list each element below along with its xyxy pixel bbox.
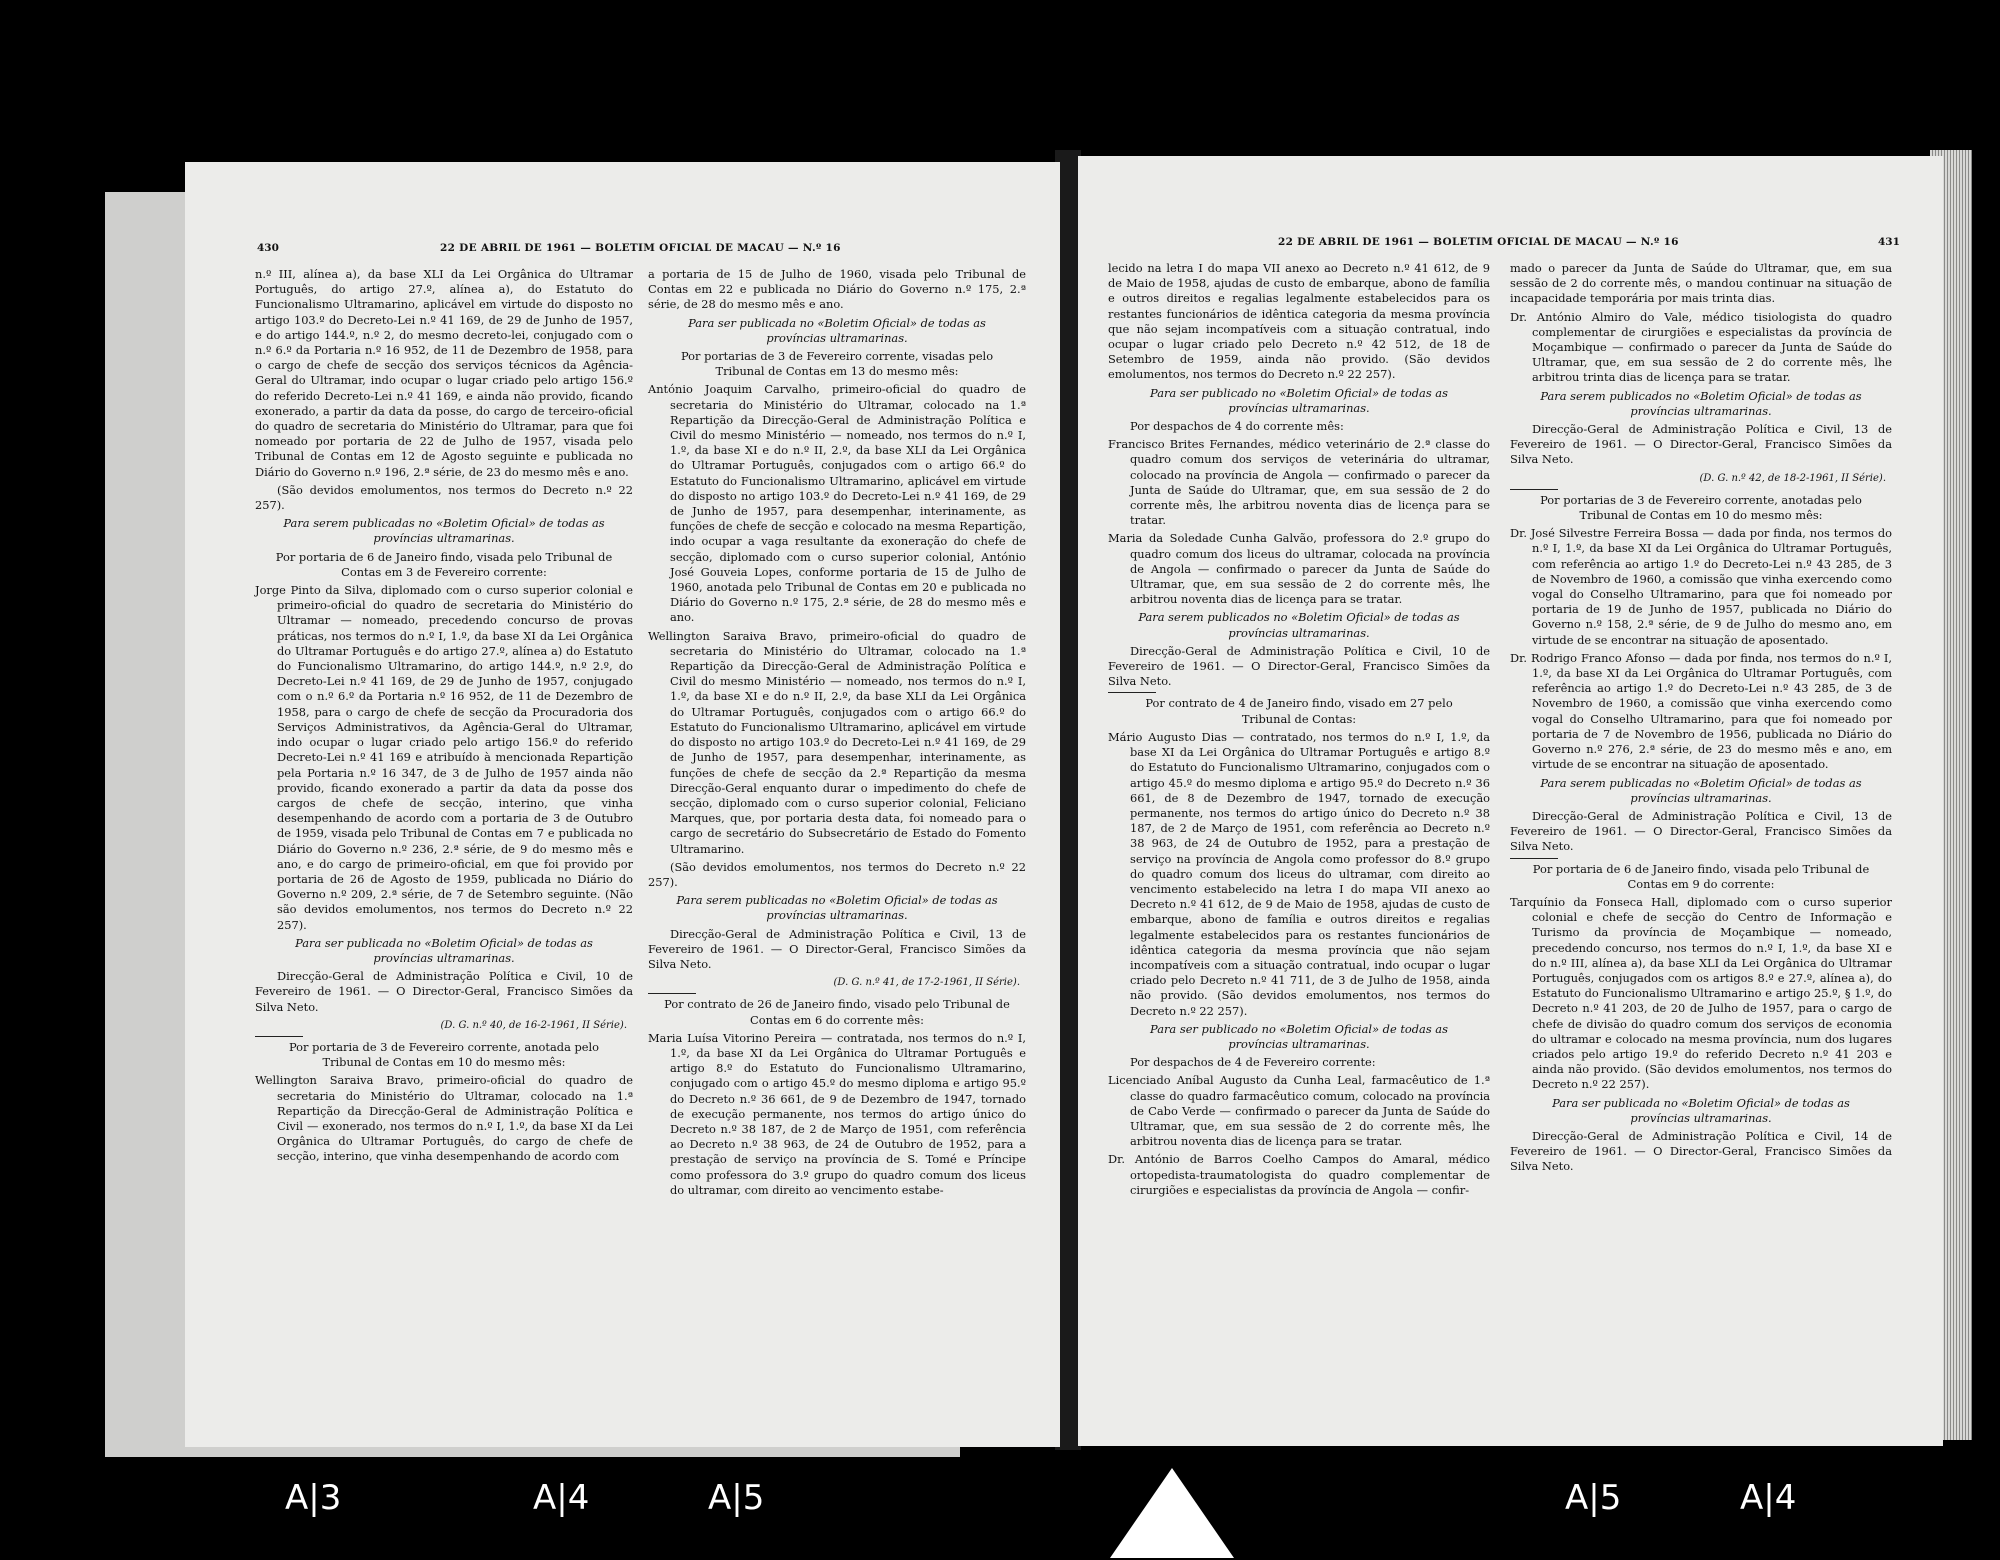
- paragraph: Por contrato de 4 de Janeiro findo, visado em 27 pelo Tribunal de Contas:: [1145, 696, 1453, 726]
- paragraph: Direcção-Geral de Administração Política e Civil, 10 de Fevereiro de 1961. — O Director-Geral, Francisco Simões da Silva Neto.: [255, 969, 633, 1014]
- paragraph: Direcção-Geral de Administração Política e Civil, 14 de Fevereiro de 1961. — O Director-Geral, Francisco Simões da Silva Neto.: [1510, 1128, 1892, 1174]
- paragraph: n.º III, alínea a), da base XLI da Lei Orgânica do Ultramar Português, do artigo 27.º, alínea a), do Estatuto do Funcionalismo Ultramarino, aplicável em virtude do disposto no artigo 103.º do Decreto-Lei n.º 41 169, de 29 de Junho de 1957, e do artigo 144.º, n.º 2, do mesmo decreto-lei, conjugado com o n.º 6.º da Portaria n.º 16 952, de 11 de Dezembro de 1958, para o cargo de chefe de secção dos serviços técnicos da Agência-Geral do Ultramar, indo ocupar o lugar criado pelo artigo 156.º do referido Decreto-Lei n.º 41 169, e ainda não provido, ficando exonerado, a partir da data da posse, do cargo de terceiro-oficial do quadro de secretaria do Ministério do Ultramar, para que foi nomeado por portaria de 22 de Julho de 1957, visada pelo Tribunal de Contas em 12 de Agosto seguinte e publicada no Diário do Governo n.º 196, 2.ª série, de 23 do mesmo mês e ano.: [255, 267, 633, 479]
- paragraph: Por portaria de 6 de Janeiro findo, visada pelo Tribunal de Contas em 3 de Fevereiro corrente:: [275, 549, 613, 579]
- paragraph: Maria da Soledade Cunha Galvão, professora do 2.º grupo do quadro comum dos liceus do ultramar, colocada na província de Angola — confirmado o parecer da Junta de Saúde do Ultramar, que, em sua sessão de 2 do corrente mês, lhe arbitrou noventa dias de licença para se tratar.: [1108, 531, 1490, 607]
- paragraph: António Joaquim Carvalho, primeiro-oficial do quadro de secretaria do Ministério do Ultramar, colocado na 1.ª Repartição da Direcção-Geral de Administração Política e Civil do mesmo Ministério — nomeado, nos termos do n.º I, 1.º, da base XI e do n.º II, 2.º, da base XLI da Lei Orgânica do Ultramar Português, conjugados com o artigo 66.º do Estatuto do Funcionalismo Ultramarino, aplicável em virtude do disposto no artigo 103.º do Decreto-Lei n.º 41 169, de 29 de Junho de 1957, para desempenhar, interinamente, as funções de chefe de secção e colocado na mesma Repartição, indo ocupar a vaga resultante da exoneração do chefe de secção, diplomado com o curso superior colonial, António José Gouveia Lopes, conforme portaria de 15 de Julho de 1960, anotada pelo Tribunal de Contas em 20 e publicada no Diário do Governo n.º 175, 2.ª série, de 28 do mesmo mês e ano.: [648, 382, 1026, 625]
- running-header: 22 DE ABRIL DE 1961 — BOLETIM OFICIAL DE MACAU — N.º 16: [440, 242, 841, 254]
- paragraph: Francisco Brites Fernandes, médico veterinário de 2.ª classe do quadro comum dos serviços de veterinária do ultramar, colocado na província de Angola — confirmado o parecer da Junta de Saúde do Ultramar, que, em sua sessão de 2 do corrente mês, lhe arbitrou noventa dias de licença para se tratar.: [1108, 437, 1490, 528]
- paragraph: Por despachos de 4 de Fevereiro corrente:: [1130, 1055, 1376, 1070]
- paragraph: (D. G. n.º 41, de 17-2-1961, II Série).: [833, 977, 1020, 989]
- paragraph: Para serem publicados no «Boletim Oficial» de todas as províncias ultramarinas.: [1540, 388, 1862, 418]
- paragraph: Maria Luísa Vitorino Pereira — contratada, nos termos do n.º I, 1.º, da base XI da Lei Orgânica do Ultramar Português e artigo 8.º do Estatuto do Funcionalismo Ultramarino, conjugado com o artigo 45.º do mesmo diploma e artigo 95.º do Decreto n.º 36 661, de 9 de Dezembro de 1947, tornado de execução permanente, nos termos do artigo único do Decreto n.º 38 187, de 2 de Março de 1951, com referência ao Decreto n.º 38 963, de 24 de Outubro de 1952, para a prestação de serviço na província de S. Tomé e Príncipe como professora do 3.º grupo do quadro comum dos liceus do ultramar, com direito ao vencimento estabe-: [648, 1030, 1026, 1197]
- page-number: 430: [257, 242, 279, 254]
- paragraph: mado o parecer da Junta de Saúde do Ultramar, que, em sua sessão de 2 do corrente mês, o mandou continuar na situação de incapacidade temporária por mais trinta dias.: [1510, 261, 1892, 306]
- left-page: [185, 162, 1060, 1447]
- paragraph: Para serem publicadas no «Boletim Oficial» de todas as províncias ultramarinas.: [283, 516, 605, 546]
- paragraph: Wellington Saraiva Bravo, primeiro-oficial do quadro de secretaria do Ministério do Ultramar, colocado na 1.ª Repartição da Direcção-Geral de Administração Política e Civil — exonerado, nos termos do n.º I, 1.º, da base XI da Lei Orgânica do Ultramar Português, do cargo de chefe de secção, interino, que vinha desempenhando de acordo com: [255, 1073, 633, 1164]
- section-rule: [648, 993, 696, 994]
- paragraph: Para ser publicado no «Boletim Oficial» de todas as províncias ultramarinas.: [1150, 385, 1448, 415]
- page-number: 431: [1878, 236, 1900, 248]
- paragraph: Para serem publicadas no «Boletim Oficial» de todas as províncias ultramarinas.: [1540, 775, 1862, 805]
- paragraph: (São devidos emolumentos, nos termos do Decreto n.º 22 257).: [648, 859, 1026, 889]
- paragraph: (D. G. n.º 42, de 18-2-1961, II Série).: [1699, 472, 1886, 484]
- paragraph: Por portarias de 3 de Fevereiro corrente, anotadas pelo Tribunal de Contas em 10 do mesmo mês:: [1540, 492, 1862, 523]
- text-column: [1510, 261, 1892, 1178]
- right-page: [1078, 156, 1943, 1446]
- film-marker: A|4: [1740, 1478, 1797, 1518]
- text-column: [648, 267, 1026, 1201]
- paragraph: (D. G. n.º 40, de 16-2-1961, II Série).: [440, 1019, 627, 1031]
- film-marker: A|5: [708, 1478, 765, 1518]
- film-marker: A|3: [285, 1478, 342, 1518]
- paragraph: Jorge Pinto da Silva, diplomado com o curso superior colonial e primeiro-oficial do quadro de secretaria do Ministério do Ultramar — nomeado, precedendo concurso de provas práticas, nos termos do n.º I, 1.º, da base XI da Lei Orgânica do Ultramar Português e do artigo 27.º, alínea a) do Estatuto do Funcionalismo Ultramarino, do artigo 144.º, n.º 2.º, do Decreto-Lei n.º 41 169, de 29 de Junho de 1957, conjugado com o n.º 6.º da Portaria n.º 16 952, de 11 de Dezembro de 1958, para o cargo de chefe de secção da Procuradoria dos Serviços Administrativos, da Agência-Geral do Ultramar, indo ocupar o lugar criado pelo artigo 156.º do referido Decreto-Lei n.º 41 169 e atribuído à mencionada Repartição pela Portaria n.º 16 347, de 3 de Julho de 1957 ainda não provido, ficando exonerado a partir da data da posse dos cargos de chefe de secção, interino, que vinha desempenhando de acordo com a portaria de 3 de Outubro de 1959, visada pelo Tribunal de Contas em 7 e publicada no Diário do Governo n.º 236, 2.ª série, de 9 do mesmo mês e ano, e do cargo de primeiro-oficial, em que foi provido por portaria de 26 de Agosto de 1959, publicada no Diário do Governo n.º 209, 2.ª série, de 7 de Setembro seguinte. (Não são devidos emolumentos, nos termos do Decreto n.º 22 257).: [255, 583, 633, 932]
- film-marker: A|5: [1565, 1478, 1622, 1518]
- paragraph: Por portaria de 3 de Fevereiro corrente, anotada pelo Tribunal de Contas em 10 do mesmo mês:: [288, 1039, 600, 1070]
- paragraph: Para serem publicados no «Boletim Oficial» de todas as províncias ultramarinas.: [1138, 610, 1460, 640]
- section-rule: [1510, 858, 1558, 859]
- paragraph: Licenciado Aníbal Augusto da Cunha Leal, farmacêutico de 1.ª classe do quadro farmacêutico comum, colocado na província de Cabo Verde — confirmado o parecer da Junta de Saúde do Ultramar, que, em sua sessão de 2 do corrente mês, lhe arbitrou noventa dias de licença para se tratar.: [1108, 1073, 1490, 1149]
- film-marker: A|4: [533, 1478, 590, 1518]
- paragraph: lecido na letra I do mapa VII anexo ao Decreto n.º 41 612, de 9 de Maio de 1958, ajudas de custo de embarque, abono de família e outros direitos e regalias legalmente estabelecidos para os restantes funcionários de idêntica categoria da mesma província que não sejam incompatíveis com a situação contratual, indo ocupar o lugar criado pelo Decreto n.º 42 512, de 18 de Setembro de 1959, ainda não provido. (São devidos emolumentos, nos termos do Decreto n.º 22 257).: [1108, 261, 1490, 382]
- section-rule: [255, 1036, 303, 1037]
- paragraph: Direcção-Geral de Administração Política e Civil, 13 de Fevereiro de 1961. — O Director-Geral, Francisco Simões da Silva Neto.: [648, 926, 1026, 971]
- paragraph: (São devidos emolumentos, nos termos do Decreto n.º 22 257).: [255, 482, 633, 513]
- paragraph: Dr. José Silvestre Ferreira Bossa — dada por finda, nos termos do n.º I, 1.º, da base XI da Lei Orgânica do Ultramar Português, com referência ao artigo 1.º do Decreto-Lei n.º 43 285, de 3 de Novembro de 1960, a comissão que vinha exercendo como vogal do Conselho Ultramarino, para que foi nomeado por portaria de 19 de Junho de 1957, publicada no Diário do Governo n.º 158, 2.ª série, de 9 de Julho do mesmo ano, em virtude de se encontrar na situação de aposentado.: [1510, 526, 1892, 647]
- paragraph: Direcção-Geral de Administração Política e Civil, 13 de Fevereiro de 1961. — O Director-Geral, Francisco Simões da Silva Neto.: [1510, 808, 1892, 854]
- text-column: [255, 267, 633, 1168]
- paragraph: Direcção-Geral de Administração Política e Civil, 10 de Fevereiro de 1961. — O Director-Geral, Francisco Simões da Silva Neto.: [1108, 643, 1490, 689]
- paragraph: Para ser publicada no «Boletim Oficial» de todas as províncias ultramarinas.: [295, 935, 593, 965]
- paragraph: Tarquínio da Fonseca Hall, diplomado com o curso superior colonial e chefe de secção do Centro de Informação e Turismo da província de Moçambique — nomeado, precedendo concurso, nos termos do n.º I, 1.º, da base XI e do n.º III, alínea a), da base XLI da Lei Orgânica do Ultramar Português, conjugados com os artigos 8.º e 27.º, alínea a), do Estatuto do Funcionalismo Ultramarino e artigo 25.º, § 1.º, do Decreto n.º 41 203, de 20 de Julho de 1957, para o cargo de chefe de divisão do quadro comum dos serviços de economia do ultramar e colocado na mesma província, num dos lugares criados pelo artigo 19.º do referido Decreto n.º 41 203 e ainda não provido. (São devidos emolumentos, nos termos do Decreto n.º 22 257).: [1510, 894, 1892, 1092]
- paragraph: Por portaria de 6 de Janeiro findo, visada pelo Tribunal de Contas em 9 do corrente:: [1532, 861, 1870, 891]
- paragraph: Para ser publicado no «Boletim Oficial» de todas as províncias ultramarinas.: [1150, 1021, 1448, 1051]
- paragraph: Por despachos de 4 do corrente mês:: [1130, 419, 1344, 434]
- paragraph: Para ser publicada no «Boletim Oficial» de todas as províncias ultramarinas.: [688, 315, 986, 345]
- paragraph: Dr. Rodrigo Franco Afonso — dada por finda, nos termos do n.º I, 1.º, da base XI da Lei Orgânica do Ultramar Português, com referência ao artigo 1.º do Decreto-Lei n.º 43 285, de 3 de Novembro de 1960, a comissão que vinha exercendo como vogal do Conselho Ultramarino, para que foi nomeado por portaria de 7 de Novembro de 1956, publicada no Diário do Governo n.º 276, 2.ª série, de 23 do mesmo mês e ano, em virtude de se encontrar na situação de aposentado.: [1510, 650, 1892, 772]
- paragraph: Para serem publicadas no «Boletim Oficial» de todas as províncias ultramarinas.: [676, 893, 998, 923]
- paragraph: Para ser publicada no «Boletim Oficial» de todas as províncias ultramarinas.: [1552, 1095, 1850, 1125]
- paragraph: Dr. António Almiro do Vale, médico tisiologista do quadro complementar de cirurgiões e especialistas da província de Moçambique — confirmado o parecer da Junta de Saúde do Ultramar, que, em sua sessão de 2 do corrente mês, lhe arbitrou trinta dias de licença para se tratar.: [1510, 309, 1892, 385]
- paragraph: Direcção-Geral de Administração Política e Civil, 13 de Fevereiro de 1961. — O Director-Geral, Francisco Simões da Silva Neto.: [1510, 422, 1892, 467]
- section-rule: [1510, 489, 1558, 490]
- paragraph: Mário Augusto Dias — contratado, nos termos do n.º I, 1.º, da base XI da Lei Orgânica do Ultramar Português e artigo 8.º do Estatuto do Funcionalismo Ultramarino, conjugados com o artigo 45.º do mesmo diploma e artigo 95.º do Decreto n.º 36 661, de 8 de Dezembro de 1947, tornado de execução permanente, nos termos do artigo único do Decreto n.º 38 187, de 2 de Março de 1951, com referência ao Decreto n.º 38 963, de 24 de Outubro de 1952, para a prestação de serviço na província de Angola como professor do 8.º grupo do quadro comum dos liceus do ultramar, com direito ao vencimento estabelecido na letra I do mapa VII anexo ao Decreto n.º 41 612, de 9 de Maio de 1958, ajudas de custo de embarque, abono de família e outros direitos e regalias legalmente estabelecidos para os restantes funcionários de idêntica categoria da mesma província que não sejam incompatíveis com a situação contratual, indo ocupar o lugar criado pelo Decreto n.º 41 711, de 3 de Julho de 1958, ainda não provido. (São devidos emolumentos, nos termos do Decreto n.º 22 257).: [1108, 729, 1490, 1018]
- paragraph: Por portarias de 3 de Fevereiro corrente, visadas pelo Tribunal de Contas em 13 do mesmo mês:: [680, 349, 994, 379]
- paragraph: Dr. António de Barros Coelho Campos do Amaral, médico ortopedista-traumatologista do quadro complementar de cirurgiões e especialistas da província de Angola — confir-: [1108, 1152, 1490, 1197]
- paragraph: Por contrato de 26 de Janeiro findo, visado pelo Tribunal de Contas em 6 do corrente mês:: [664, 997, 1010, 1027]
- section-rule: [1108, 692, 1156, 693]
- text-column: [1108, 261, 1490, 1201]
- paragraph: Wellington Saraiva Bravo, primeiro-oficial do quadro de secretaria do Ministério do Ultramar, colocado na 1.ª Repartição da Direcção-Geral de Administração Política e Civil do mesmo Ministério — nomeado, nos termos do n.º I, 1.º, da base XI e do n.º II, 2.º, da base XLI da Lei Orgânica do Ultramar Português, conjugados com o artigo 66.º do Estatuto do Funcionalismo Ultramarino, aplicável em virtude do disposto no artigo 103.º do Decreto-Lei n.º 41 169, de 29 de Junho de 1957, para desempenhar, interinamente, as funções de chefe de secção da 2.ª Repartição da mesma Direcção-Geral enquanto durar o impedimento do chefe de secção, diplomado com o curso superior colonial, Feliciano Marques, que, por portaria desta data, foi nomeado para o cargo de secretário do Subsecretário de Estado do Fomento Ultramarino.: [648, 628, 1026, 856]
- film-pointer-icon: [1110, 1468, 1234, 1558]
- paragraph: a portaria de 15 de Julho de 1960, visada pelo Tribunal de Contas em 22 e publicada no Diário do Governo n.º 175, 2.ª série, de 28 do mesmo mês e ano.: [648, 267, 1026, 312]
- running-header: 22 DE ABRIL DE 1961 — BOLETIM OFICIAL DE MACAU — N.º 16: [1278, 236, 1679, 248]
